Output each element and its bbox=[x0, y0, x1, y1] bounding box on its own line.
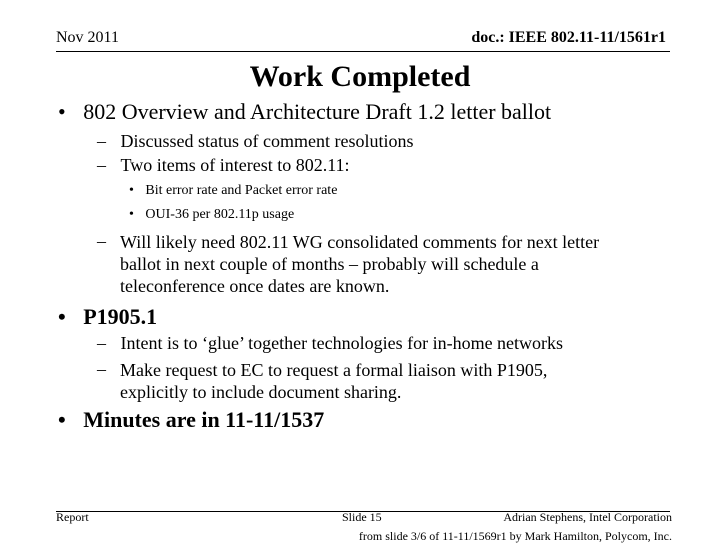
sub-sub-bullet-text: Bit error rate and Packet error rate bbox=[145, 183, 338, 198]
bullet-dot: • bbox=[58, 99, 66, 124]
sub-sub-bullet bbox=[129, 207, 294, 223]
line: teleconference once dates are known. bbox=[120, 276, 390, 296]
dash-marker: – bbox=[97, 131, 106, 151]
sub-bullet-text-multiline bbox=[120, 359, 547, 403]
footer-left: Report bbox=[56, 510, 89, 524]
footer-source: from slide 3/6 of 11-11/1569r1 by Mark Hamilton, Polycom, Inc. bbox=[358, 529, 672, 543]
sub-bullet-text: Discussed status of comment resolutions bbox=[120, 131, 414, 151]
header-doc-id: doc.: IEEE 802.11-11/1561r1 bbox=[471, 29, 666, 46]
bullet-1 bbox=[58, 99, 551, 125]
sub-bullet-text: Intent is to ‘glue’ together technologies for in-home networks bbox=[120, 333, 564, 353]
sub-sub-bullet bbox=[129, 183, 337, 199]
dash-marker: – bbox=[97, 155, 106, 175]
sub-bullet bbox=[97, 131, 413, 152]
bullet-2 bbox=[58, 304, 157, 330]
header-divider bbox=[56, 51, 670, 52]
slide-title: Work Completed bbox=[249, 60, 471, 93]
bullet-dot: • bbox=[129, 207, 134, 222]
footer-credits bbox=[359, 508, 672, 546]
header-date: Nov 2011 bbox=[56, 29, 119, 46]
dash-marker: – bbox=[97, 333, 106, 353]
bullet-dot: • bbox=[58, 304, 66, 329]
sub-bullet-text-multiline bbox=[120, 231, 599, 297]
bullet-1-text: 802 Overview and Architecture Draft 1.2 letter ballot bbox=[83, 99, 552, 124]
sub-bullet bbox=[97, 155, 350, 176]
line: ballot in next couple of months – probably will schedule a bbox=[120, 254, 539, 274]
bullet-3 bbox=[58, 407, 324, 433]
bullet-2-text: P1905.1 bbox=[83, 304, 158, 329]
sub-bullet-text: Two items of interest to 802.11: bbox=[120, 155, 350, 175]
dash-marker: – bbox=[97, 231, 106, 251]
bullet-3-text: Minutes are in 11-11/1537 bbox=[83, 407, 325, 432]
line: Will likely need 802.11 WG consolidated comments for next letter bbox=[120, 232, 600, 252]
line: explicitly to include document sharing. bbox=[120, 382, 402, 402]
dash-marker: – bbox=[97, 359, 106, 379]
line: Make request to EC to request a formal liaison with P1905, bbox=[120, 360, 548, 380]
footer-author: Adrian Stephens, Intel Corporation bbox=[503, 510, 672, 524]
sub-bullet bbox=[97, 333, 563, 354]
bullet-dot: • bbox=[58, 407, 66, 432]
sub-sub-bullet-text: OUI-36 per 802.11p usage bbox=[145, 207, 295, 222]
footer-slide-number: Slide 15 bbox=[342, 510, 382, 524]
bullet-dot: • bbox=[129, 183, 134, 198]
